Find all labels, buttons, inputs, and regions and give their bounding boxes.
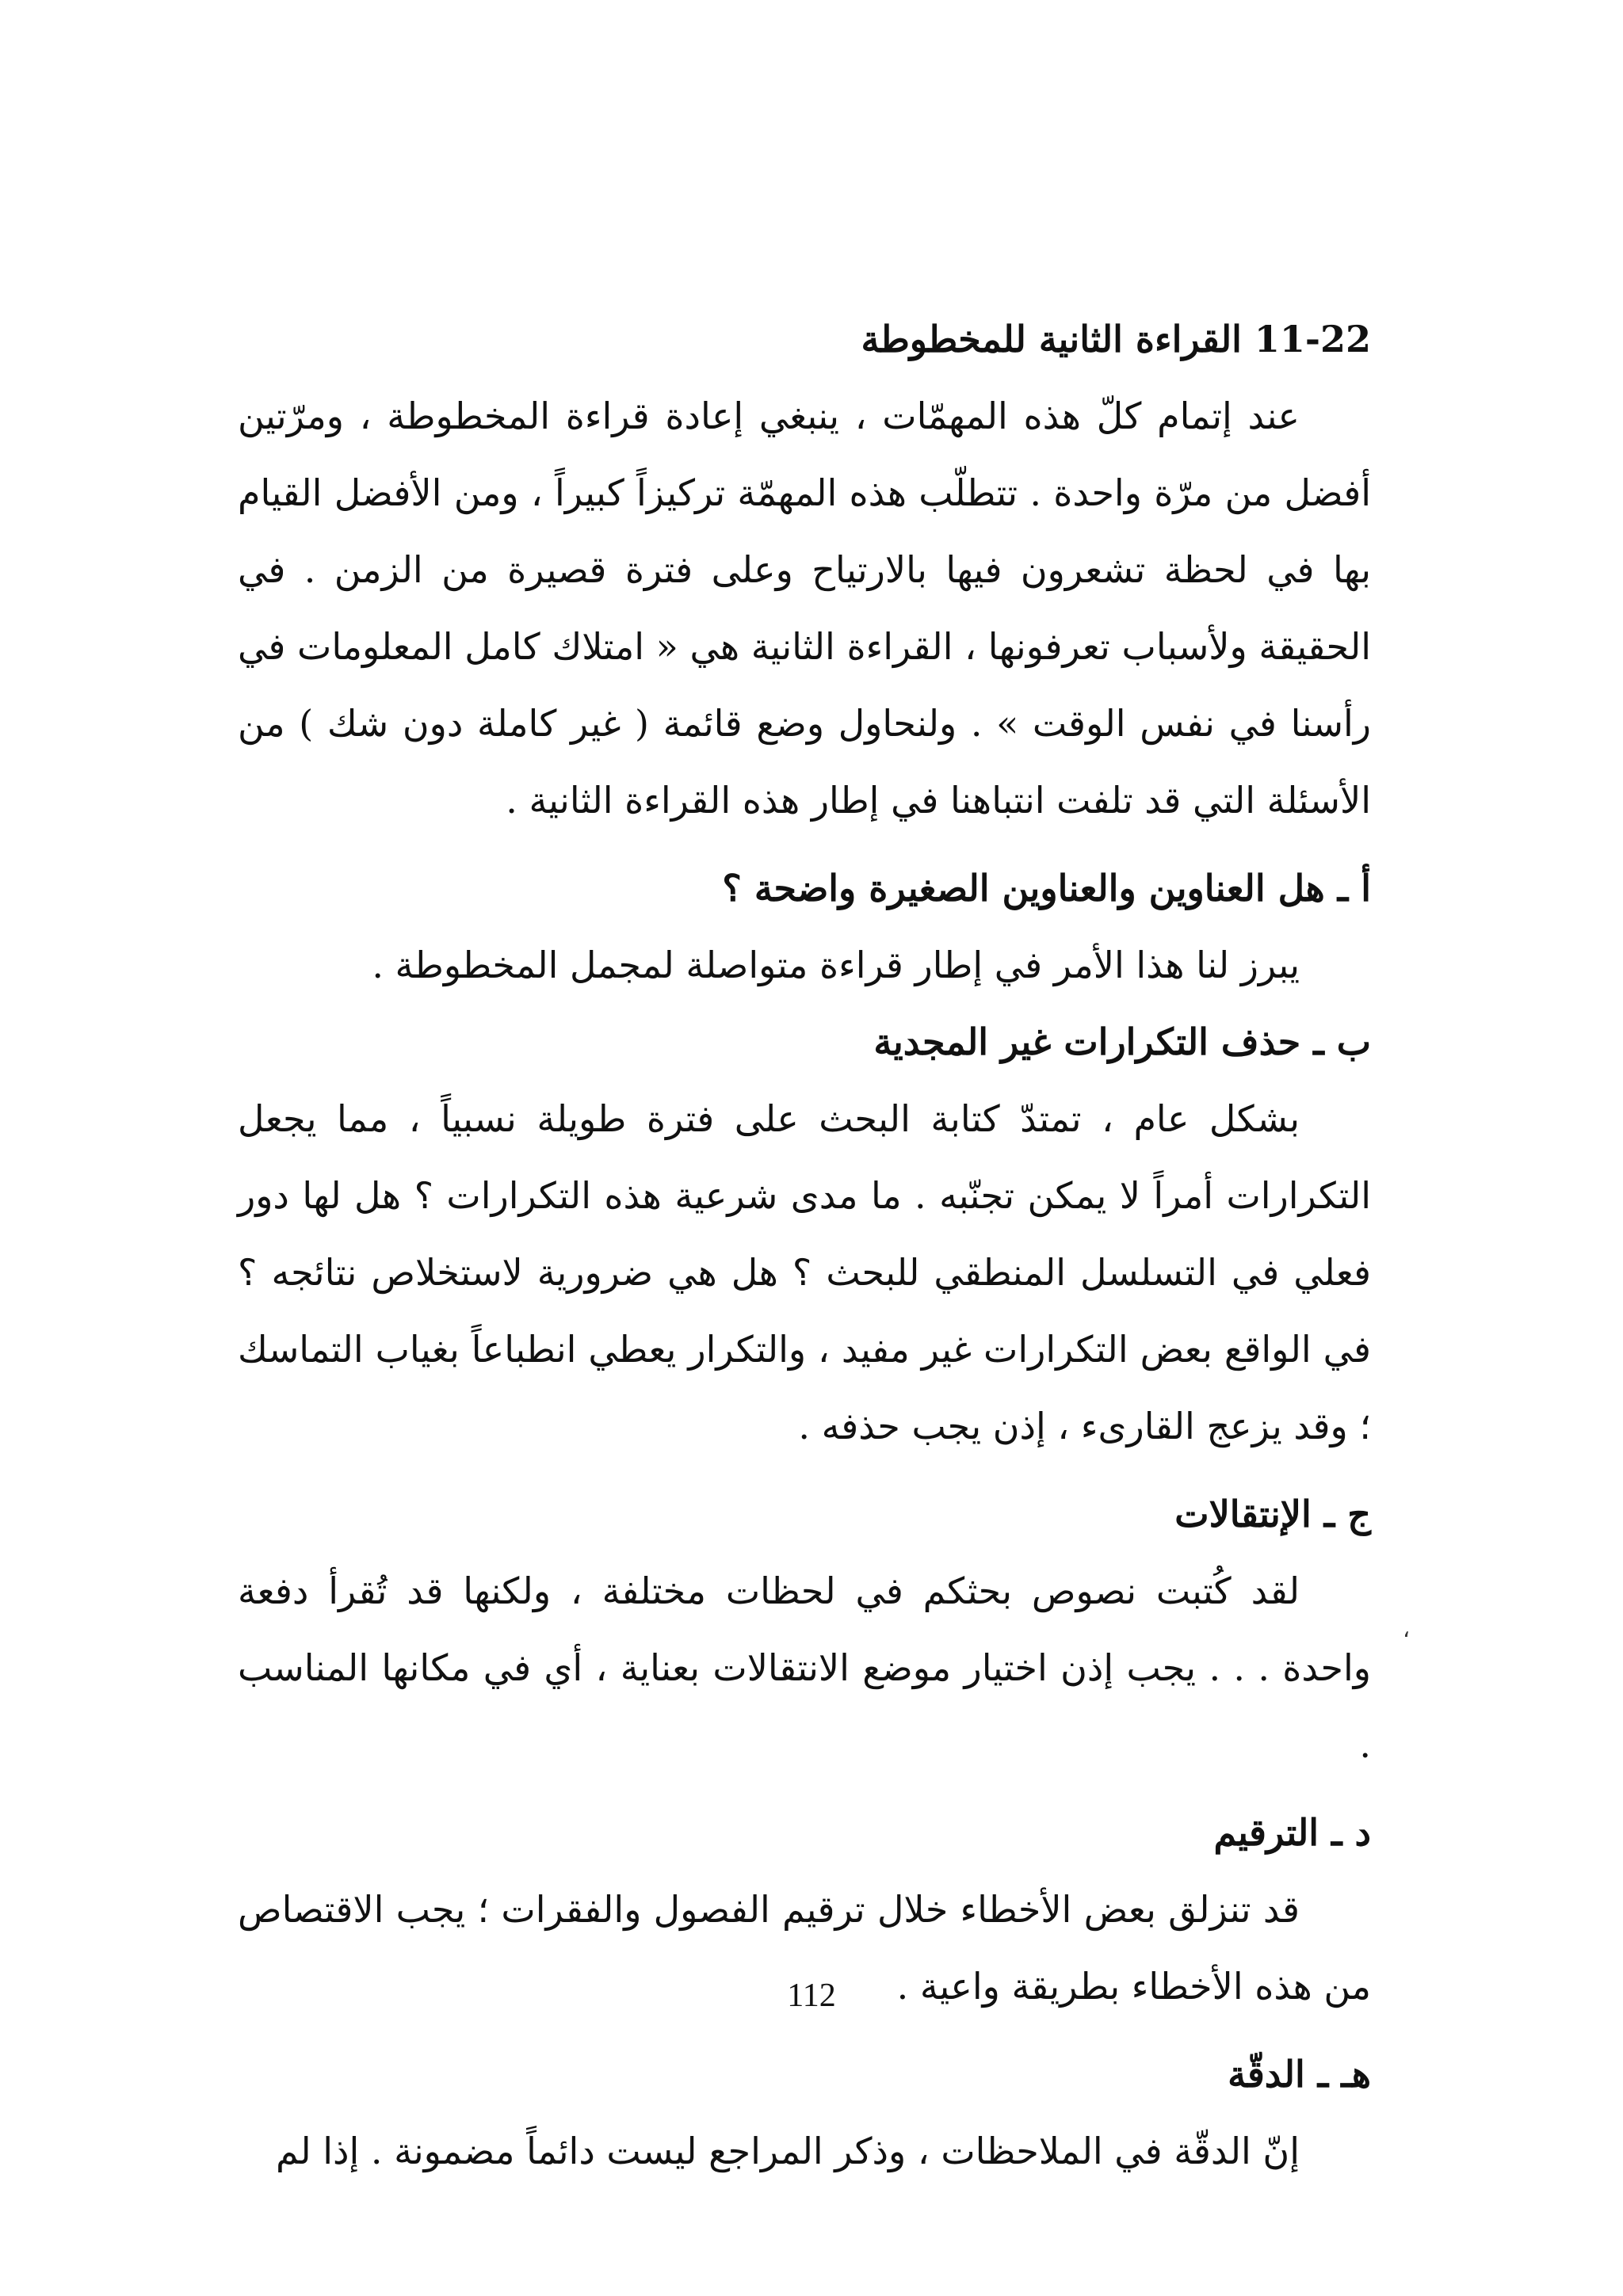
section-paragraph: عند إتمام كلّ هذه المهمّات ، ينبغي إعادة قراءة المخطوطة ، ومرّتين أفضل من مرّة واحدة . تتطلّب هذه المهمّة تركيزاً كبيراً ، ومن الأفضل القيام بها في لحظة تشعرون فيها بالارتياح وعلى فترة قصيرة من الزمن . في الحقيقة ولأسباب تعرفونها ، القراءة الثانية هي « امتلاك كامل المعلومات في رأسنا في نفس الوقت » . ولنحاول وضع قائمة ( غير كاملة دون شك ) من الأسئلة التي قد تلفت انتباهنا في إطار هذه القراءة الثانية . [238, 395, 1371, 822]
page-number: 112 [787, 1978, 836, 2014]
item-heading-dal: د ـ الترقيم [1213, 1811, 1371, 1854]
section-heading: 11-22 القراءة الثانية للمخطوطة [861, 318, 1371, 360]
item-text-ha: إنّ الدقّة في الملاحظات ، وذكر المراجع ليست دائماً مضمونة . إذا لم [276, 2130, 1300, 2172]
item-text-alef: يبرز لنا هذا الأمر في إطار قراءة متواصلة لمجمل المخطوطة . [372, 944, 1300, 986]
item-heading-alef: أ ـ هل العناوين والعناوين الصغيرة واضحة ؟ [722, 867, 1371, 910]
item-text-dal: قد تنزلق بعض الأخطاء خلال ترقيم الفصول والفقرات ؛ يجب الاقتصاص من هذه الأخطاء بطريقة واعية . [238, 1888, 1371, 2008]
item-text-ba: بشكل عام ، تمتدّ كتابة البحث على فترة طويلة نسبياً ، مما يجعل التكرارات أمراً لا يمكن تجنّبه . ما مدى شرعية هذه التكرارات ؟ هل لها دور فعلي في التسلسل المنطقي للبحث ؟ هل هي ضرورية لاستخلاص نتائجه ؟ في الواقع بعض التكرارات غير مفيد ، والتكرار يعطي انطباعاً بغياب التماسك ؛ وقد يزعج القارىء ، إذن يجب حذفه . [238, 1097, 1371, 1447]
item-text-jim: لقد كُتبت نصوص بحثكم في لحظات مختلفة ، ولكنها قد تُقرأ دفعة واحدة . . . يجب إذن اختيار موضع الانتقالات بعناية ، أي في مكانها المناسب . [238, 1569, 1371, 1766]
item-heading-ba: ب ـ حذف التكرارات غير المجدية [873, 1020, 1371, 1063]
item-heading-ha: هـ ـ الدقّة [1228, 2053, 1371, 2096]
page-body [238, 301, 1371, 2190]
item-heading-jim: ج ـ الإنتقالات [1174, 1493, 1371, 1535]
margin-mark: ، [1403, 1616, 1411, 1642]
